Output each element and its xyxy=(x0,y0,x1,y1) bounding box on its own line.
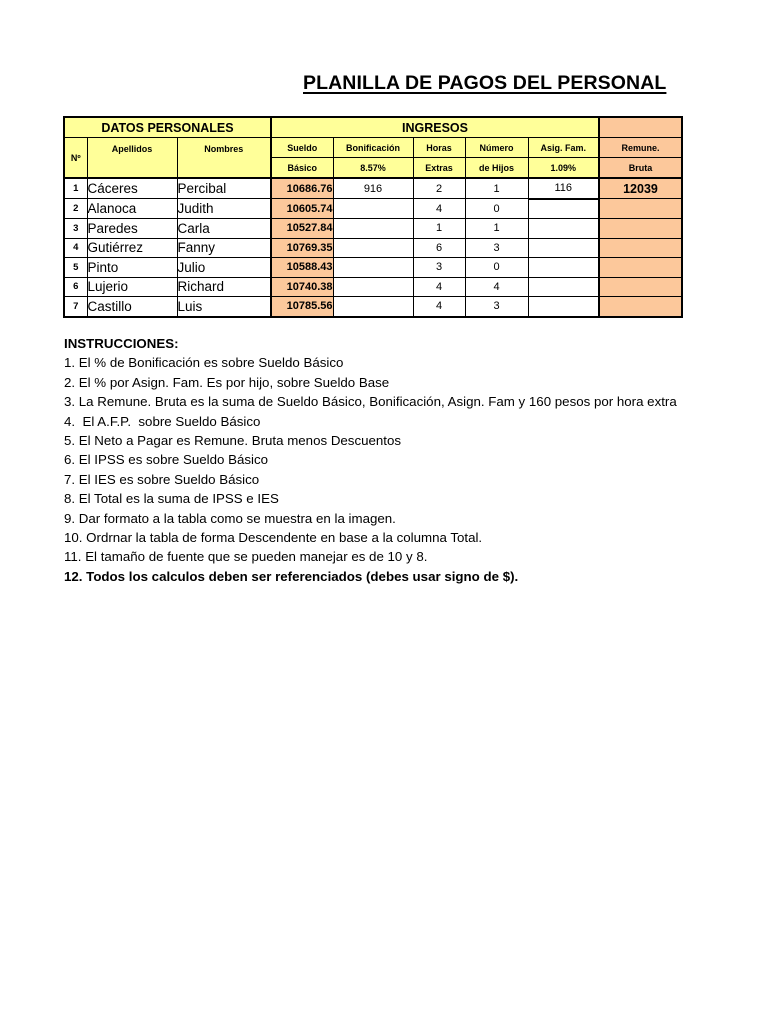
cell-apellidos[interactable]: Lujerio xyxy=(87,277,177,297)
cell-bruta[interactable] xyxy=(599,258,682,278)
cell-asig[interactable] xyxy=(528,219,599,239)
cell-hijos[interactable]: 3 xyxy=(465,297,528,317)
cell-bruta[interactable]: 12039 xyxy=(599,178,682,199)
cell-nombres[interactable]: Luis xyxy=(177,297,271,317)
column-header-nro: Nº xyxy=(64,138,87,179)
cell-sueldo[interactable]: 10740.38 xyxy=(271,277,333,297)
cell-sueldo[interactable]: 10605.74 xyxy=(271,199,333,219)
cell-hijos[interactable]: 1 xyxy=(465,219,528,239)
cell-bruta[interactable] xyxy=(599,238,682,258)
cell-horas[interactable]: 4 xyxy=(413,297,465,317)
cell-nro[interactable]: 6 xyxy=(64,277,87,297)
cell-horas[interactable]: 4 xyxy=(413,199,465,219)
cell-hijos[interactable]: 4 xyxy=(465,277,528,297)
cell-apellidos[interactable]: Cáceres xyxy=(87,178,177,199)
table-row xyxy=(64,238,682,258)
cell-apellidos[interactable]: Gutiérrez xyxy=(87,238,177,258)
cell-apellidos[interactable]: Pinto xyxy=(87,258,177,278)
instruction-item: 2. El % por Asign. Fam. Es por hijo, sobre Sueldo Base xyxy=(64,374,390,390)
instruction-item: 5. El Neto a Pagar es Remune. Bruta menos Descuentos xyxy=(64,433,402,449)
group-header-remune-blank xyxy=(599,117,682,138)
cell-apellidos[interactable]: Paredes xyxy=(87,219,177,239)
payroll-table xyxy=(63,116,683,318)
column-subheader-remune: Bruta xyxy=(599,158,682,179)
instructions-heading: INSTRUCCIONES: xyxy=(64,336,179,351)
instruction-item: 10. Ordrnar la tabla de forma Descendente en base a la columna Total. xyxy=(64,530,483,546)
column-subheader-bonificacion: 8.57% xyxy=(333,158,413,179)
cell-sueldo[interactable]: 10769.35 xyxy=(271,238,333,258)
cell-hijos[interactable]: 0 xyxy=(465,258,528,278)
cell-hijos[interactable]: 1 xyxy=(465,178,528,199)
cell-horas[interactable]: 4 xyxy=(413,277,465,297)
cell-bonificacion[interactable] xyxy=(333,258,413,278)
instructions-block xyxy=(64,334,744,586)
column-header-hijos: Número xyxy=(465,138,528,158)
table-row xyxy=(64,199,682,219)
instruction-item: 12. Todos los calculos deben ser referenciados (debes usar signo de $). xyxy=(64,568,519,584)
cell-asig[interactable] xyxy=(528,258,599,278)
cell-asig[interactable] xyxy=(528,277,599,297)
cell-sueldo[interactable]: 10527.84 xyxy=(271,219,333,239)
group-header-row xyxy=(64,117,682,138)
column-header-sueldo: Sueldo xyxy=(271,138,333,158)
instruction-item: 11. El tamaño de fuente que se pueden manejar es de 10 y 8. xyxy=(64,549,428,565)
cell-sueldo[interactable]: 10785.56 xyxy=(271,297,333,317)
column-subheader-horas: Extras xyxy=(413,158,465,179)
instruction-item: 3. La Remune. Bruta es la suma de Sueldo Básico, Bonificación, Asign. Fam y 160 pesos por hora extra xyxy=(64,394,677,410)
table-row xyxy=(64,297,682,317)
cell-bruta[interactable] xyxy=(599,277,682,297)
cell-nombres[interactable]: Richard xyxy=(177,277,271,297)
cell-bruta[interactable] xyxy=(599,219,682,239)
cell-nro[interactable]: 1 xyxy=(64,178,87,199)
column-subheader-sueldo: Básico xyxy=(271,158,333,179)
cell-bonificacion[interactable] xyxy=(333,219,413,239)
group-header-ingresos: INGRESOS xyxy=(271,117,599,138)
cell-horas[interactable]: 2 xyxy=(413,178,465,199)
instruction-item: 6. El IPSS es sobre Sueldo Básico xyxy=(64,452,268,468)
cell-bonificacion[interactable] xyxy=(333,297,413,317)
cell-apellidos[interactable]: Alanoca xyxy=(87,199,177,219)
column-header-remune: Remune. xyxy=(599,138,682,158)
column-header-nombres: Nombres xyxy=(177,138,271,179)
cell-hijos[interactable]: 3 xyxy=(465,238,528,258)
cell-nro[interactable]: 7 xyxy=(64,297,87,317)
column-header-bonificacion: Bonificación xyxy=(333,138,413,158)
cell-bonificacion[interactable]: 916 xyxy=(333,178,413,199)
cell-sueldo[interactable]: 10588.43 xyxy=(271,258,333,278)
column-header-asig: Asig. Fam. xyxy=(528,138,599,158)
table-row xyxy=(64,219,682,239)
column-subheader-asig: 1.09% xyxy=(528,158,599,179)
cell-nombres[interactable]: Fanny xyxy=(177,238,271,258)
cell-bruta[interactable] xyxy=(599,297,682,317)
cell-nro[interactable]: 4 xyxy=(64,238,87,258)
table-row xyxy=(64,277,682,297)
cell-nro[interactable]: 5 xyxy=(64,258,87,278)
instruction-item: 4. El A.F.P. sobre Sueldo Básico xyxy=(64,413,261,429)
column-header-apellidos: Apellidos xyxy=(87,138,177,179)
group-header-datos-personales: DATOS PERSONALES xyxy=(64,117,271,138)
cell-nombres[interactable]: Carla xyxy=(177,219,271,239)
cell-apellidos[interactable]: Castillo xyxy=(87,297,177,317)
instruction-item: 1. El % de Bonificación es sobre Sueldo Básico xyxy=(64,355,344,371)
cell-bonificacion[interactable] xyxy=(333,238,413,258)
cell-bonificacion[interactable] xyxy=(333,199,413,219)
cell-nombres[interactable]: Percibal xyxy=(177,178,271,199)
cell-asig[interactable] xyxy=(528,199,599,219)
cell-nombres[interactable]: Julio xyxy=(177,258,271,278)
cell-nro[interactable]: 3 xyxy=(64,219,87,239)
column-header-row-1 xyxy=(64,138,682,158)
instruction-item: 7. El IES es sobre Sueldo Básico xyxy=(64,471,260,487)
instruction-item: 9. Dar formato a la tabla como se muestra en la imagen. xyxy=(64,510,396,526)
page-title: PLANILLA DE PAGOS DEL PERSONAL xyxy=(303,72,667,94)
table-row xyxy=(64,258,682,278)
cell-bonificacion[interactable] xyxy=(333,277,413,297)
cell-asig[interactable] xyxy=(528,238,599,258)
cell-asig[interactable]: 116 xyxy=(528,178,599,199)
instruction-item: 8. El Total es la suma de IPSS e IES xyxy=(64,491,279,507)
cell-horas[interactable]: 3 xyxy=(413,258,465,278)
cell-bruta[interactable] xyxy=(599,199,682,219)
column-header-horas: Horas xyxy=(413,138,465,158)
cell-hijos[interactable]: 0 xyxy=(465,199,528,219)
cell-sueldo[interactable]: 10686.76 xyxy=(271,178,333,199)
column-subheader-hijos: de Hijos xyxy=(465,158,528,179)
cell-horas[interactable]: 6 xyxy=(413,238,465,258)
cell-nro[interactable]: 2 xyxy=(64,199,87,219)
table-row xyxy=(64,178,682,199)
cell-asig[interactable] xyxy=(528,297,599,317)
cell-nombres[interactable]: Judith xyxy=(177,199,271,219)
cell-horas[interactable]: 1 xyxy=(413,219,465,239)
